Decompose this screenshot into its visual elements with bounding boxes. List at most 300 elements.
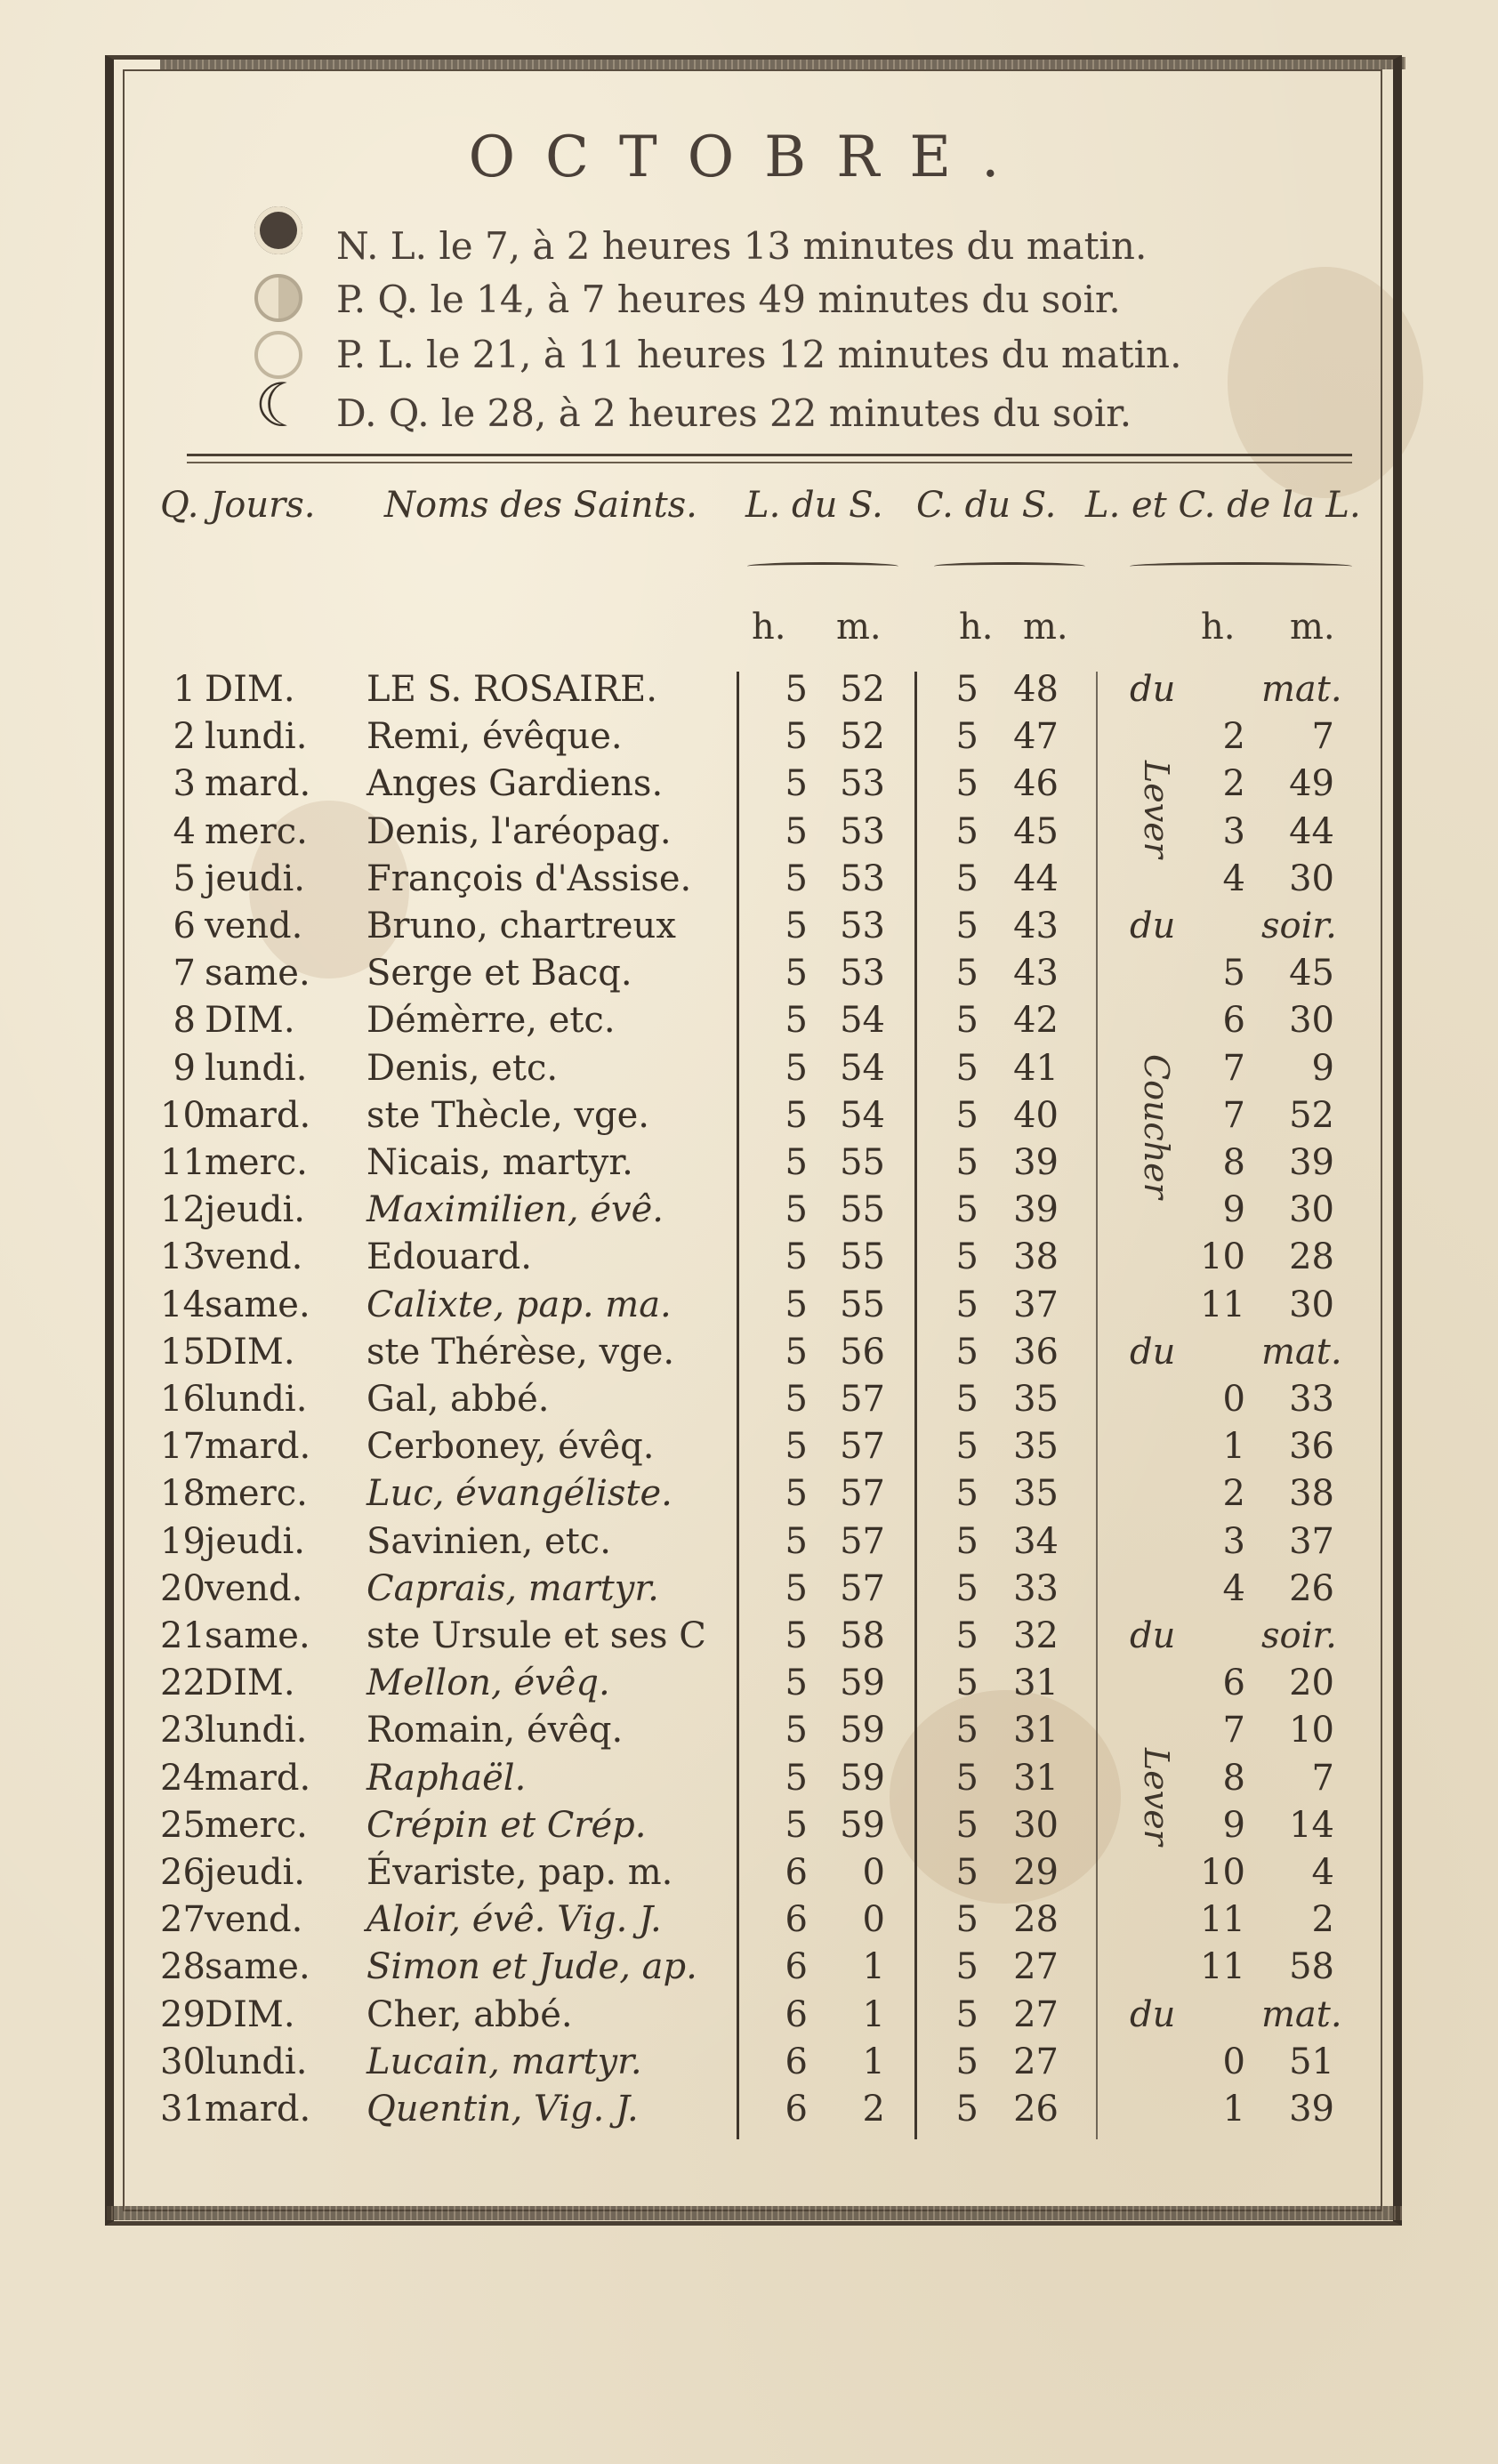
sunset-hour: 5 xyxy=(955,906,979,946)
moon-minute: 52 xyxy=(1289,1094,1334,1136)
day-number: 17 xyxy=(160,1426,205,1468)
sunrise-hour: 5 xyxy=(785,1804,808,1846)
sunset-minute: 43 xyxy=(1013,906,1059,946)
sunrise-minute: 1 xyxy=(862,1993,885,2035)
saint-name: ste Ursule et ses C xyxy=(366,1615,706,1656)
day-number: 25 xyxy=(160,1804,205,1846)
moon-hour: 1 xyxy=(1222,2089,1245,2130)
moon-minute: 7 xyxy=(1311,716,1334,758)
sunrise-hour: 5 xyxy=(785,1284,808,1325)
saint-name: Mellon, évêq. xyxy=(366,1663,610,1704)
sunset-minute: 30 xyxy=(1013,1804,1059,1846)
lever-vertical-label: Lever xyxy=(1137,1748,1176,1846)
day-number: 6 xyxy=(173,906,196,946)
table-row xyxy=(0,1426,1498,1472)
moon-hour: 7 xyxy=(1222,1710,1245,1751)
moon-minute: 9 xyxy=(1311,1047,1334,1089)
moon-hour: 9 xyxy=(1222,1804,1245,1846)
weekday: merc. xyxy=(205,1473,308,1515)
day-number: 5 xyxy=(173,858,196,899)
day-number: 22 xyxy=(160,1663,205,1704)
table-row xyxy=(0,811,1498,858)
sunrise-minute: 2 xyxy=(862,2089,885,2130)
moon-hour: 7 xyxy=(1222,1047,1245,1089)
sunset-hour: 5 xyxy=(955,1094,979,1136)
weekday: DIM. xyxy=(205,669,295,710)
saint-name: Aloir, évê. Vig. J. xyxy=(366,1899,662,1941)
sunrise-hour: 5 xyxy=(785,1047,808,1089)
sunset-hour: 5 xyxy=(955,763,979,805)
sunset-minute: 31 xyxy=(1013,1757,1059,1799)
day-number: 24 xyxy=(160,1757,205,1799)
moon-period-du: du xyxy=(1130,669,1176,710)
sunrise-hour: 6 xyxy=(785,2089,808,2130)
sunrise-hour: 5 xyxy=(785,1710,808,1751)
saint-name: Serge et Bacq. xyxy=(366,953,632,994)
weekday: lundi. xyxy=(205,2041,308,2082)
saint-name: LE S. ROSAIRE. xyxy=(366,669,657,710)
weekday: same. xyxy=(205,953,310,994)
sunset-minute: 33 xyxy=(1013,1567,1059,1609)
sunrise-minute: 54 xyxy=(840,1094,885,1136)
sunset-hour: 5 xyxy=(955,1284,979,1325)
moon-minute: 39 xyxy=(1289,2089,1334,2130)
moon-hour: 6 xyxy=(1222,1000,1245,1042)
table-row xyxy=(0,1332,1498,1378)
sunset-hour: 5 xyxy=(955,2041,979,2082)
sunset-minute: 28 xyxy=(1013,1899,1059,1941)
day-number: 9 xyxy=(173,1047,196,1089)
weekday: mard. xyxy=(205,1426,311,1468)
sunrise-hour: 5 xyxy=(785,1426,808,1468)
bottom-border-band xyxy=(107,2206,1402,2220)
sunset-minute: 38 xyxy=(1013,1236,1059,1278)
weekday: DIM. xyxy=(205,1000,295,1042)
table-row xyxy=(0,1236,1498,1283)
weekday: vend. xyxy=(205,906,303,946)
moon-minute: 44 xyxy=(1289,810,1334,852)
weekday: mard. xyxy=(205,763,311,805)
sunrise-minute: 1 xyxy=(862,2041,885,2082)
sunrise-minute: 52 xyxy=(840,669,885,710)
sunset-hour: 5 xyxy=(955,1899,979,1941)
sunset-hour: 5 xyxy=(955,1567,979,1609)
sunset-minute: 47 xyxy=(1013,716,1059,758)
day-number: 12 xyxy=(160,1189,205,1231)
sunrise-hour: 5 xyxy=(785,1189,808,1231)
header-ornament xyxy=(747,562,898,570)
day-number: 4 xyxy=(173,810,196,852)
sunset-hour: 5 xyxy=(955,1142,979,1183)
day-number: 16 xyxy=(160,1379,205,1420)
phase-first-quarter: P. Q. le 14, à 7 heures 49 minutes du soir. xyxy=(336,278,1121,321)
table-row xyxy=(0,1048,1498,1094)
sunrise-hour: 5 xyxy=(785,1236,808,1278)
weekday: merc. xyxy=(205,810,308,852)
table-row xyxy=(0,906,1498,952)
sunrise-minute: 59 xyxy=(840,1757,885,1799)
moon-period-du: du xyxy=(1130,906,1176,946)
sunset-minute: 35 xyxy=(1013,1379,1059,1420)
table-row xyxy=(0,1473,1498,1519)
sunset-minute: 27 xyxy=(1013,1993,1059,2035)
sunset-minute: 34 xyxy=(1013,1520,1059,1562)
weekday: DIM. xyxy=(205,1663,295,1704)
weekday: jeudi. xyxy=(205,1520,305,1562)
sunrise-hour: 5 xyxy=(785,1379,808,1420)
day-number: 21 xyxy=(160,1615,205,1656)
moon-minute: 37 xyxy=(1289,1520,1334,1562)
moon-minute: 30 xyxy=(1289,1189,1334,1231)
weekday: lundi. xyxy=(205,1047,308,1089)
sunrise-hour: 6 xyxy=(785,1946,808,1988)
table-row xyxy=(0,1615,1498,1662)
sunset-minute: 42 xyxy=(1013,1000,1059,1042)
saint-name: Lucain, martyr. xyxy=(366,2041,642,2082)
sunset-hour: 5 xyxy=(955,1710,979,1751)
day-number: 19 xyxy=(160,1520,205,1562)
moon-period: mat. xyxy=(1261,669,1342,710)
table-row xyxy=(0,763,1498,809)
day-number: 18 xyxy=(160,1473,205,1515)
unit-minutes: m. xyxy=(1023,607,1068,648)
table-row xyxy=(0,1663,1498,1709)
weekday: mard. xyxy=(205,1094,311,1136)
saint-name: Luc, évangéliste. xyxy=(366,1473,672,1515)
phase-new-moon: N. L. le 7, à 2 heures 13 minutes du matin. xyxy=(336,224,1148,268)
sunrise-minute: 1 xyxy=(862,1946,885,1988)
moon-hour: 8 xyxy=(1222,1757,1245,1799)
sunrise-minute: 57 xyxy=(840,1379,885,1420)
table-row xyxy=(0,716,1498,762)
saint-name: Cher, abbé. xyxy=(366,1993,573,2035)
day-number: 7 xyxy=(173,953,196,994)
table-row xyxy=(0,1095,1498,1141)
sunset-minute: 35 xyxy=(1013,1426,1059,1468)
saint-name: ste Thérèse, vge. xyxy=(366,1331,675,1373)
sunset-hour: 5 xyxy=(955,1993,979,2035)
sunrise-hour: 5 xyxy=(785,1615,808,1656)
day-number: 30 xyxy=(160,2041,205,2082)
sunrise-hour: 5 xyxy=(785,716,808,758)
weekday: jeudi. xyxy=(205,1189,305,1231)
moon-minute: 7 xyxy=(1311,1757,1334,1799)
day-number: 29 xyxy=(160,1993,205,2035)
sunset-hour: 5 xyxy=(955,1473,979,1515)
coucher-vertical-label: Coucher xyxy=(1137,1054,1176,1199)
sunset-hour: 5 xyxy=(955,953,979,994)
day-number: 31 xyxy=(160,2089,205,2130)
weekday: DIM. xyxy=(205,1331,295,1373)
table-row xyxy=(0,1189,1498,1236)
sunset-hour: 5 xyxy=(955,716,979,758)
unit-minutes: m. xyxy=(836,607,882,648)
moon-hour: 4 xyxy=(1222,1567,1245,1609)
month-title: OCTOBRE. xyxy=(468,125,1030,190)
table-row xyxy=(0,1000,1498,1046)
table-row xyxy=(0,1994,1498,2041)
moon-minute: 49 xyxy=(1289,763,1334,805)
weekday: DIM. xyxy=(205,1993,295,2035)
sunset-minute: 29 xyxy=(1013,1852,1059,1893)
weekday: lundi. xyxy=(205,1379,308,1420)
weekday: jeudi. xyxy=(205,858,305,899)
sunrise-minute: 53 xyxy=(840,810,885,852)
sunrise-minute: 0 xyxy=(862,1899,885,1941)
saint-name: Caprais, martyr. xyxy=(366,1567,659,1609)
day-number: 23 xyxy=(160,1710,205,1751)
sunset-minute: 39 xyxy=(1013,1189,1059,1231)
lever-vertical-label: Lever xyxy=(1137,761,1176,858)
saint-name: Crépin et Crép. xyxy=(366,1804,647,1846)
weekday: mard. xyxy=(205,1757,311,1799)
sunrise-hour: 5 xyxy=(785,1331,808,1373)
moon-minute: 20 xyxy=(1289,1663,1334,1704)
sunrise-minute: 53 xyxy=(840,858,885,899)
sunset-hour: 5 xyxy=(955,1615,979,1656)
moon-minute: 30 xyxy=(1289,858,1334,899)
weekday: jeudi. xyxy=(205,1852,305,1893)
sunset-hour: 5 xyxy=(955,1000,979,1042)
day-number: 27 xyxy=(160,1899,205,1941)
moon-period-du: du xyxy=(1130,1993,1176,2035)
moon-hour: 0 xyxy=(1222,1379,1245,1420)
moon-hour: 8 xyxy=(1222,1142,1245,1183)
first-quarter-icon xyxy=(254,274,302,322)
sunrise-minute: 59 xyxy=(840,1663,885,1704)
saint-name: Raphaël. xyxy=(366,1757,527,1799)
sunset-hour: 5 xyxy=(955,1047,979,1089)
sunrise-hour: 5 xyxy=(785,1000,808,1042)
sunset-hour: 5 xyxy=(955,1757,979,1799)
col-header-q-jours: Q. Jours. xyxy=(160,485,316,526)
moon-hour: 11 xyxy=(1200,1946,1245,1988)
moon-hour: 11 xyxy=(1200,1284,1245,1325)
unit-hours: h. xyxy=(1201,607,1236,648)
saint-name: Remi, évêque. xyxy=(366,716,623,758)
saint-name: Nicais, martyr. xyxy=(366,1142,633,1183)
table-row xyxy=(0,1946,1498,1993)
moon-period-du: du xyxy=(1130,1615,1176,1656)
sunrise-minute: 57 xyxy=(840,1520,885,1562)
saint-name: Bruno, chartreux xyxy=(366,906,676,946)
phase-full-moon: P. L. le 21, à 11 heures 12 minutes du matin. xyxy=(336,333,1182,376)
weekday: lundi. xyxy=(205,1710,308,1751)
saint-name: Maximilien, évê. xyxy=(366,1189,664,1231)
moon-minute: 26 xyxy=(1289,1567,1334,1609)
day-number: 11 xyxy=(160,1142,205,1183)
table-row xyxy=(0,1852,1498,1898)
sunset-minute: 26 xyxy=(1013,2089,1059,2130)
sunset-minute: 31 xyxy=(1013,1710,1059,1751)
moon-period: soir. xyxy=(1261,1615,1337,1656)
moon-hour: 9 xyxy=(1222,1189,1245,1231)
moon-minute: 39 xyxy=(1289,1142,1334,1183)
day-number: 15 xyxy=(160,1331,205,1373)
moon-minute: 4 xyxy=(1311,1852,1334,1893)
sunrise-hour: 5 xyxy=(785,953,808,994)
saint-name: Démèrre, etc. xyxy=(366,1000,616,1042)
sunrise-minute: 55 xyxy=(840,1142,885,1183)
sunrise-hour: 5 xyxy=(785,1663,808,1704)
moon-minute: 58 xyxy=(1289,1946,1334,1988)
sunrise-hour: 5 xyxy=(785,1094,808,1136)
weekday: mard. xyxy=(205,2089,311,2130)
weekday: merc. xyxy=(205,1804,308,1846)
sunset-minute: 32 xyxy=(1013,1615,1059,1656)
moon-hour: 4 xyxy=(1222,858,1245,899)
col-header-lever-soleil: L. du S. xyxy=(745,485,883,526)
sunrise-minute: 59 xyxy=(840,1804,885,1846)
table-row xyxy=(0,2089,1498,2135)
day-number: 2 xyxy=(173,716,196,758)
sunrise-hour: 5 xyxy=(785,906,808,946)
moon-hour: 11 xyxy=(1200,1899,1245,1941)
saint-name: Gal, abbé. xyxy=(366,1379,550,1420)
sunset-minute: 48 xyxy=(1013,669,1059,710)
moon-hour: 2 xyxy=(1222,1473,1245,1515)
sunset-hour: 5 xyxy=(955,2089,979,2130)
col-header-noms: Noms des Saints. xyxy=(384,485,697,526)
sunrise-minute: 56 xyxy=(840,1331,885,1373)
saint-name: ste Thècle, vge. xyxy=(366,1094,649,1136)
col-header-coucher-soleil: C. du S. xyxy=(916,485,1057,526)
sunset-minute: 40 xyxy=(1013,1094,1059,1136)
sunrise-hour: 5 xyxy=(785,1142,808,1183)
header-ornament xyxy=(934,562,1085,570)
table-row xyxy=(0,669,1498,715)
day-number: 20 xyxy=(160,1567,205,1609)
moon-minute: 10 xyxy=(1289,1710,1334,1751)
sunrise-minute: 57 xyxy=(840,1426,885,1468)
sunrise-hour: 6 xyxy=(785,1899,808,1941)
moon-minute: 51 xyxy=(1289,2041,1334,2082)
table-row xyxy=(0,2041,1498,2088)
sunrise-hour: 5 xyxy=(785,810,808,852)
moon-minute: 36 xyxy=(1289,1426,1334,1468)
sunset-hour: 5 xyxy=(955,810,979,852)
saint-name: Edouard. xyxy=(366,1236,532,1278)
day-number: 1 xyxy=(173,669,196,710)
sunrise-hour: 5 xyxy=(785,1567,808,1609)
day-number: 14 xyxy=(160,1284,205,1325)
sunrise-hour: 5 xyxy=(785,669,808,710)
sunset-minute: 27 xyxy=(1013,2041,1059,2082)
saint-name: Denis, l'aréopag. xyxy=(366,810,672,852)
unit-hours: h. xyxy=(959,607,994,648)
moon-hour: 10 xyxy=(1200,1236,1245,1278)
weekday: same. xyxy=(205,1946,310,1988)
weekday: same. xyxy=(205,1284,310,1325)
sunset-hour: 5 xyxy=(955,1236,979,1278)
moon-hour: 2 xyxy=(1222,716,1245,758)
table-row xyxy=(0,1142,1498,1188)
moon-minute: 2 xyxy=(1311,1899,1334,1941)
sunrise-minute: 53 xyxy=(840,763,885,805)
moon-minute: 28 xyxy=(1289,1236,1334,1278)
moon-hour: 7 xyxy=(1222,1094,1245,1136)
saint-name: Savinien, etc. xyxy=(366,1520,611,1562)
moon-hour: 3 xyxy=(1222,1520,1245,1562)
moon-minute: 38 xyxy=(1289,1473,1334,1515)
sunset-minute: 35 xyxy=(1013,1473,1059,1515)
phase-last-quarter: D. Q. le 28, à 2 heures 22 minutes du soir. xyxy=(336,391,1132,435)
sunrise-minute: 53 xyxy=(840,906,885,946)
sunset-hour: 5 xyxy=(955,1331,979,1373)
moon-period: mat. xyxy=(1261,1331,1342,1373)
table-row xyxy=(0,858,1498,905)
saint-name: Cerboney, évêq. xyxy=(366,1426,655,1468)
sunrise-hour: 5 xyxy=(785,1473,808,1515)
day-number: 3 xyxy=(173,763,196,805)
sunset-hour: 5 xyxy=(955,669,979,710)
sunset-hour: 5 xyxy=(955,1379,979,1420)
table-row xyxy=(0,1521,1498,1567)
moon-hour: 2 xyxy=(1222,763,1245,805)
sunset-hour: 5 xyxy=(955,1804,979,1846)
day-number: 28 xyxy=(160,1946,205,1988)
unit-hours: h. xyxy=(752,607,786,648)
saint-name: Quentin, Vig. J. xyxy=(366,2089,639,2130)
sunrise-hour: 5 xyxy=(785,1520,808,1562)
day-number: 8 xyxy=(173,1000,196,1042)
sunset-minute: 45 xyxy=(1013,810,1059,852)
moon-hour: 5 xyxy=(1222,953,1245,994)
moon-period: mat. xyxy=(1261,1993,1342,2035)
saint-name: Anges Gardiens. xyxy=(366,763,664,805)
weekday: vend. xyxy=(205,1899,303,1941)
table-row xyxy=(0,1284,1498,1331)
moon-hour: 3 xyxy=(1222,810,1245,852)
moon-minute: 30 xyxy=(1289,1284,1334,1325)
saint-name: Évariste, pap. m. xyxy=(366,1852,673,1893)
sunrise-minute: 57 xyxy=(840,1473,885,1515)
weekday: lundi. xyxy=(205,716,308,758)
table-row xyxy=(0,1568,1498,1614)
sunset-hour: 5 xyxy=(955,1663,979,1704)
table-row xyxy=(0,1710,1498,1756)
sunset-hour: 5 xyxy=(955,1520,979,1562)
day-number: 26 xyxy=(160,1852,205,1893)
sunset-minute: 41 xyxy=(1013,1047,1059,1089)
col-header-lune: L. et C. de la L. xyxy=(1085,485,1361,526)
moon-period: soir. xyxy=(1261,906,1337,946)
sunrise-minute: 57 xyxy=(840,1567,885,1609)
sunrise-hour: 6 xyxy=(785,1993,808,2035)
weekday: merc. xyxy=(205,1142,308,1183)
last-quarter-icon: ☾ xyxy=(254,371,309,441)
sunrise-minute: 55 xyxy=(840,1189,885,1231)
weekday: vend. xyxy=(205,1236,303,1278)
sunrise-minute: 54 xyxy=(840,1000,885,1042)
sunrise-hour: 5 xyxy=(785,1757,808,1799)
moon-minute: 33 xyxy=(1289,1379,1334,1420)
header-ornament xyxy=(1130,562,1352,570)
saint-name: Simon et Jude, ap. xyxy=(366,1946,697,1988)
weekday: vend. xyxy=(205,1567,303,1609)
sunset-hour: 5 xyxy=(955,1852,979,1893)
sunset-minute: 39 xyxy=(1013,1142,1059,1183)
sunrise-minute: 59 xyxy=(840,1710,885,1751)
unit-minutes: m. xyxy=(1290,607,1335,648)
saint-name: Romain, évêq. xyxy=(366,1710,624,1751)
saint-name: François d'Assise. xyxy=(366,858,692,899)
table-row xyxy=(0,953,1498,999)
sunrise-hour: 6 xyxy=(785,1852,808,1893)
sunset-minute: 27 xyxy=(1013,1946,1059,1988)
sunrise-minute: 52 xyxy=(840,716,885,758)
header-rule xyxy=(187,454,1352,463)
